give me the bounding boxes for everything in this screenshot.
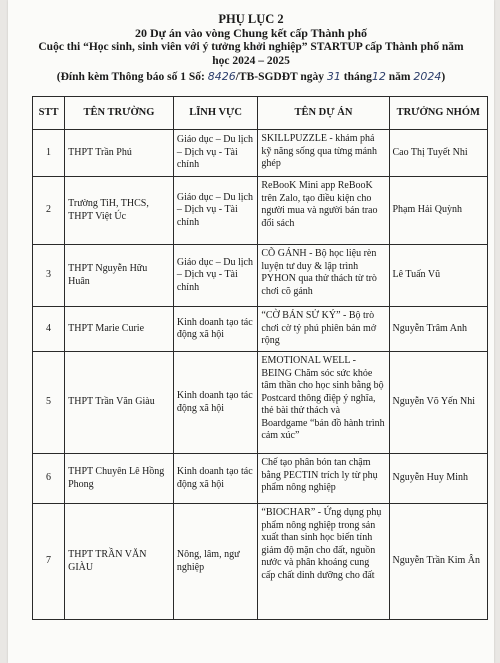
day-handwritten: 31 — [326, 70, 341, 83]
cell-field: Giáo dục – Du lịch – Dịch vụ - Tài chính — [173, 177, 258, 245]
projects-table — [32, 96, 488, 620]
contest-title: Cuộc thi “Học sinh, sinh viên với ý tưởng khởi nghiệp” STARTUP cấp Thành phố năm học 2024 – 2025 — [38, 41, 464, 67]
cell-group-leader: Nguyễn Trâm Anh — [389, 307, 488, 352]
attachment-note — [8, 70, 494, 84]
cell-project: ReBooK Mini app ReBooK trên Zalo, tạo điều kiện cho người mua và người bán trao đổi sách — [258, 177, 389, 245]
document-subtitle: 20 Dự án vào vòng Chung kết cấp Thành phố — [134, 26, 368, 40]
cell-field: Nông, lâm, ngư nghiệp — [173, 504, 258, 620]
document-page — [8, 0, 494, 663]
cell-stt: 5 — [33, 352, 65, 454]
cell-stt: 7 — [33, 504, 65, 620]
table-header-row — [33, 97, 488, 130]
header-project: TÊN DỰ ÁN — [258, 97, 389, 130]
cell-school: THPT Marie Curie — [65, 307, 174, 352]
table-row — [33, 177, 488, 245]
cell-field: Kinh doanh tạo tác động xã hội — [173, 454, 258, 504]
table-row — [33, 245, 488, 307]
year-handwritten: 2024 — [413, 70, 442, 83]
header-school: TÊN TRƯỜNG — [65, 97, 174, 130]
table-row — [33, 454, 488, 504]
appendix-title: PHỤ LỤC 2 — [218, 12, 284, 26]
cell-field: Kinh doanh tạo tác động xã hội — [173, 352, 258, 454]
cell-group-leader: Nguyễn Huy Minh — [389, 454, 488, 504]
cell-stt: 6 — [33, 454, 65, 504]
table-row — [33, 352, 488, 454]
attach-suffix: ) — [441, 71, 446, 83]
cell-project: “CỜ BÁN SỬ KÝ” - Bộ trò chơi cờ tỷ phú phiên bản mở rộng — [258, 307, 389, 352]
doc-number-handwritten: 8426 — [207, 70, 236, 83]
cell-group-leader: Cao Thị Tuyết Nhi — [389, 130, 488, 177]
year-label: năm — [388, 71, 411, 83]
cell-group-leader: Nguyễn Võ Yến Nhi — [389, 352, 488, 454]
table-row — [33, 130, 488, 177]
document-header — [8, 12, 494, 84]
header-field: LĨNH VỰC — [173, 97, 258, 130]
cell-stt: 3 — [33, 245, 65, 307]
cell-school: THPT Nguyễn Hữu Huân — [65, 245, 174, 307]
cell-project: SKILLPUZZLE - khám phá kỹ năng sống qua từng mảnh ghép — [258, 130, 389, 177]
cell-school: Trường TiH, THCS, THPT Việt Úc — [65, 177, 174, 245]
cell-school: THPT Chuyên Lê Hồng Phong — [65, 454, 174, 504]
cell-field: Giáo dục – Du lịch – Dịch vụ - Tài chính — [173, 130, 258, 177]
table-row — [33, 504, 488, 620]
cell-project: EMOTIONAL WELL - BEING Chăm sóc sức khỏe tâm thần cho học sinh bằng bộ Postcard thông điệp ý nghĩa, thẻ bài thử thách và Boardgame “bản đồ hành trình cảm xúc” — [258, 352, 389, 454]
month-handwritten: 12 — [371, 70, 386, 83]
header-stt: STT — [33, 97, 65, 130]
header-group-leader: TRƯỞNG NHÓM — [389, 97, 488, 130]
cell-field: Kinh doanh tạo tác động xã hội — [173, 307, 258, 352]
cell-stt: 2 — [33, 177, 65, 245]
cell-group-leader: Phạm Hải Quỳnh — [389, 177, 488, 245]
cell-stt: 4 — [33, 307, 65, 352]
cell-school: THPT Trần Văn Giàu — [65, 352, 174, 454]
cell-project: “BIOCHAR” - Ứng dụng phụ phẩm nông nghiệp trong sản xuất than sinh học biến tính giảm độ mặn cho đất, nguồn nước và phân khoáng cung cấp chất dinh dưỡng cho đất — [258, 504, 389, 620]
table-row — [33, 307, 488, 352]
cell-group-leader: Lê Tuấn Vũ — [389, 245, 488, 307]
month-label: tháng — [343, 71, 372, 83]
cell-field: Giáo dục – Du lịch – Dịch vụ - Tài chính — [173, 245, 258, 307]
cell-school: THPT TRẦN VĂN GIÀU — [65, 504, 174, 620]
attach-prefix: (Đính kèm Thông báo số 1 Số: — [56, 71, 205, 83]
cell-project: CÕ GÁNH - Bộ học liệu rèn luyện tư duy & lập trình PYHON qua thử thách từ trò chơi cõ gánh — [258, 245, 389, 307]
cell-project: Chế tạo phân bón tan chậm bằng PECTIN trích ly từ phụ phẩm nông nghiệp — [258, 454, 389, 504]
cell-school: THPT Trần Phú — [65, 130, 174, 177]
attach-mid: /TB-SGDĐT ngày — [235, 71, 325, 83]
cell-stt: 1 — [33, 130, 65, 177]
cell-group-leader: Nguyễn Trần Kim Ân — [389, 504, 488, 620]
